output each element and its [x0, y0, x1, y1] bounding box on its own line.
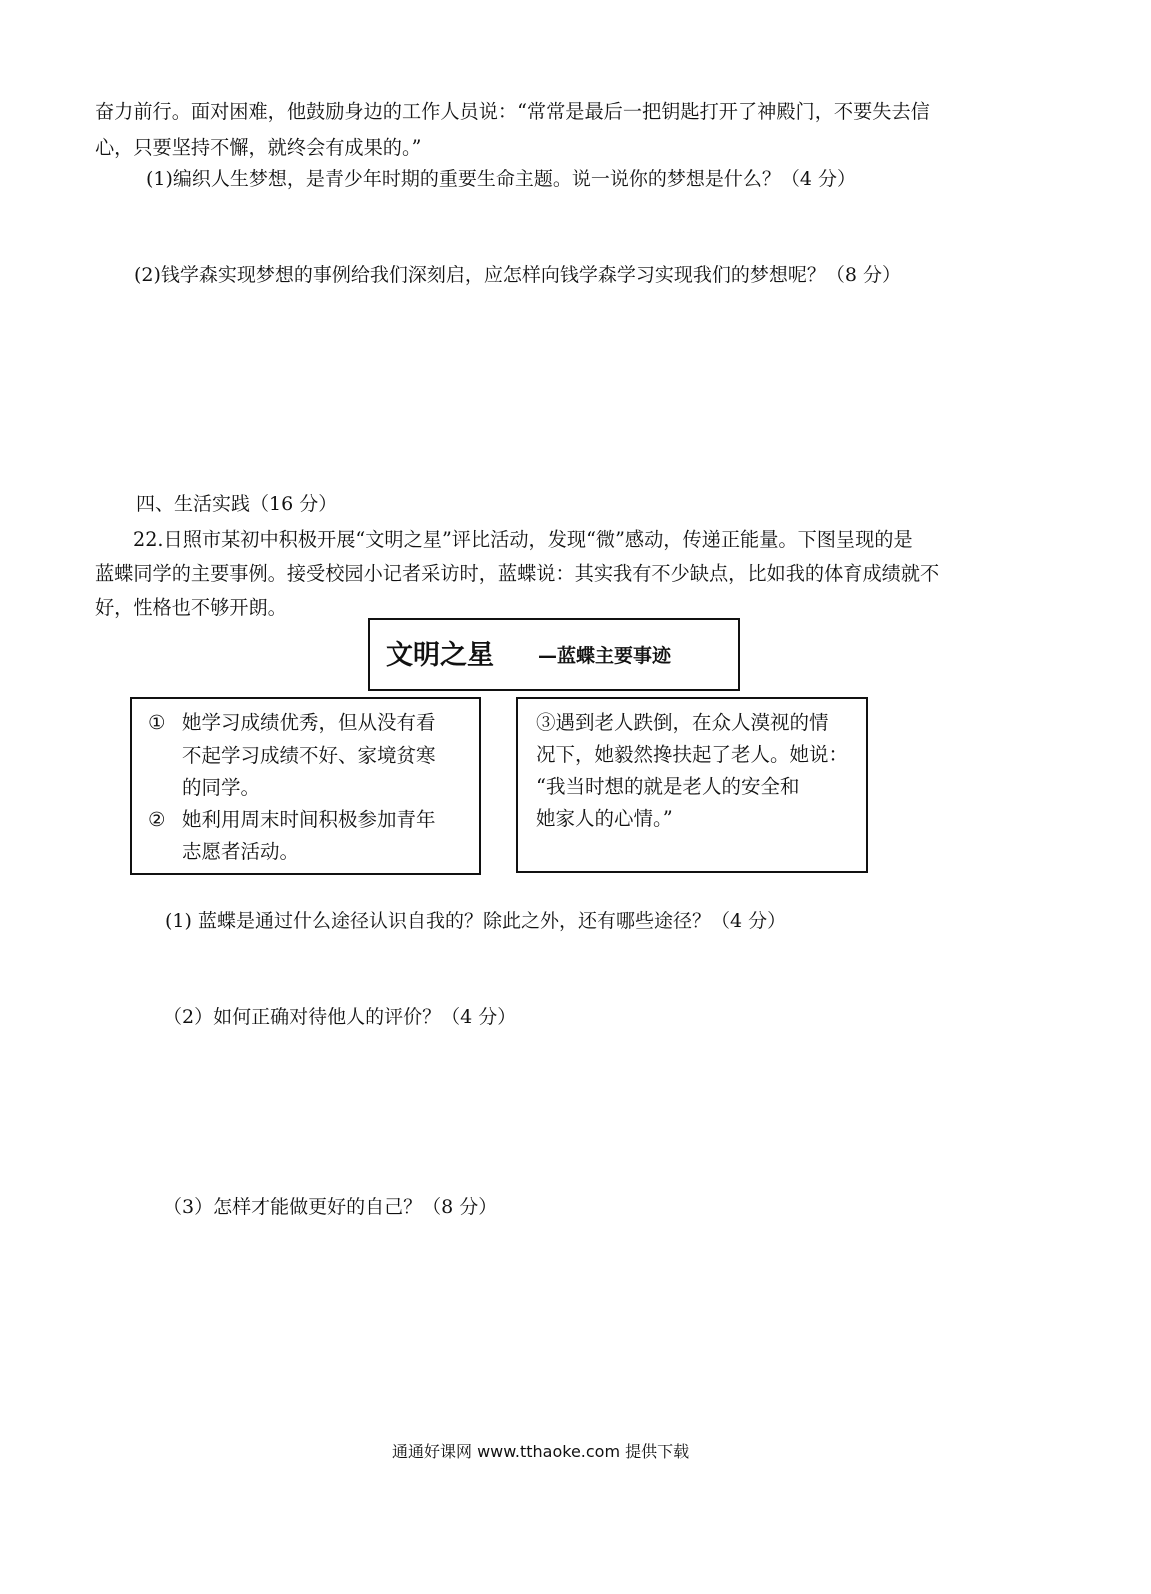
left-line-4: 她利用周末时间积极参加青年 [182, 808, 436, 831]
figure-title-box [368, 618, 740, 691]
q22-sub1: (1) 蓝蝶是通过什么途径认识自我的？除此之外，还有哪些途径？（4 分） [165, 910, 787, 932]
intro-line-2: 心，只要坚持不懈，就终会有成果的。” [95, 136, 422, 159]
q22-sub3: （3）怎样才能做更好的自己？（8 分） [163, 1196, 498, 1218]
q22-line-2: 蓝蝶同学的主要事例。接受校园小记者采访时，蓝蝶说：其实我有不少缺点，比如我的体育成绩就不 [95, 562, 940, 585]
right-line-2: 况下，她毅然搀扶起了老人。她说： [536, 743, 849, 766]
left-line-3: 的同学。 [182, 776, 261, 799]
left-marker-2: ② [148, 808, 166, 831]
figure-left-box [130, 697, 481, 875]
intro-line-1: 奋力前行。面对困难，他鼓励身边的工作人员说：“常常是最后一把钥匙打开了神殿门，不要失去信 [95, 100, 930, 123]
figure-right-box [516, 697, 868, 873]
right-line-4: 她家人的心情。” [536, 807, 673, 830]
q21-sub2: (2)钱学森实现梦想的事例给我们深刻启，应怎样向钱学森学习实现我们的梦想呢？（8 分） [134, 264, 902, 286]
footer-text: 通通好课网 www.tthaoke.com 提供下载 [392, 1442, 690, 1461]
figure-title-sub: —蓝蝶主要事迹 [538, 645, 672, 667]
q22-line-1: 22.日照市某初中积极开展“文明之星”评比活动，发现“微”感动，传递正能量。下图呈现的是 [133, 528, 913, 551]
q22-sub2: （2）如何正确对待他人的评价？（4 分） [163, 1006, 517, 1028]
left-line-1: 她学习成绩优秀，但从没有看 [182, 711, 436, 734]
left-line-2: 不起学习成绩不好、家境贫寒 [182, 744, 436, 767]
left-line-5: 志愿者活动。 [182, 840, 300, 863]
left-marker-1: ① [148, 711, 166, 734]
figure-title-main: 文明之星 [386, 640, 494, 671]
section4-heading: 四、生活实践（16 分） [136, 493, 338, 515]
right-line-1: ③遇到老人跌倒，在众人漠视的情 [536, 711, 829, 734]
q22-line-3: 好，性格也不够开朗。 [95, 596, 287, 619]
q21-sub1: (1)编织人生梦想，是青少年时期的重要生命主题。说一说你的梦想是什么？（4 分） [146, 168, 857, 190]
right-line-3: “我当时想的就是老人的安全和 [536, 775, 800, 798]
